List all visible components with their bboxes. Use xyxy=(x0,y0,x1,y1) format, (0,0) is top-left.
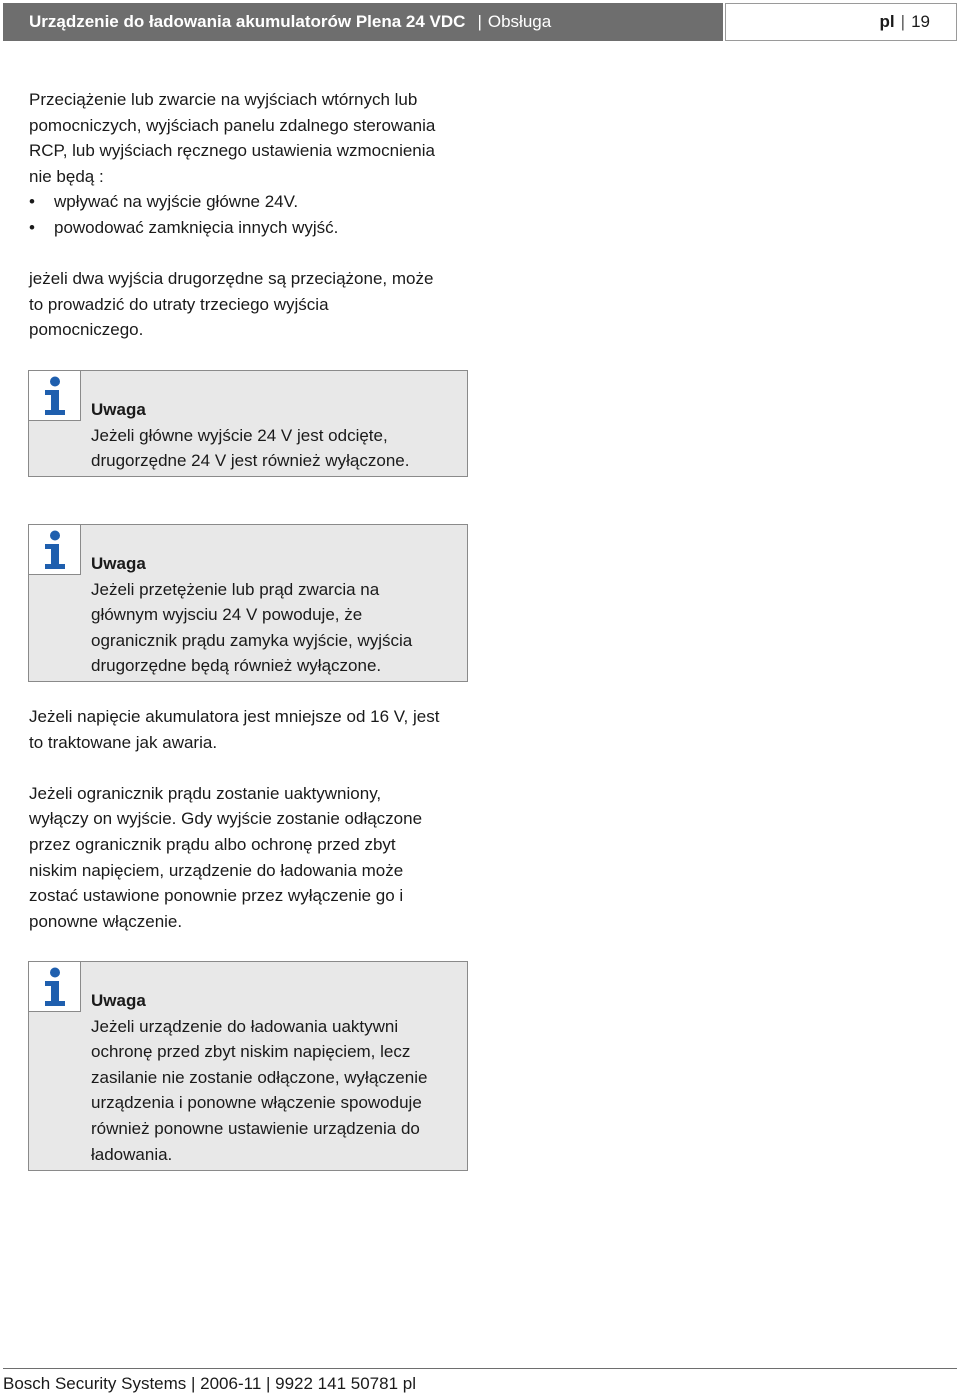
language-code: pl xyxy=(879,12,895,31)
note-line: urządzenia i ponowne włączenie spowoduje xyxy=(91,1093,422,1113)
note-label: Uwaga xyxy=(91,400,146,419)
info-icon-box xyxy=(29,962,81,1012)
header-title-bar xyxy=(3,3,723,41)
page-separator: | xyxy=(900,12,906,31)
info-icon-box xyxy=(29,525,81,575)
paragraph-current-limiter xyxy=(29,781,479,935)
text-line: Przeciążenie lub zwarcie na wyjściach wtórnych lub xyxy=(29,90,418,109)
section-name: Obsługa xyxy=(487,12,552,31)
intro-paragraph xyxy=(29,87,479,189)
page-number: 19 xyxy=(911,12,930,31)
info-icon xyxy=(42,530,68,570)
text-line: ponowne włączenie. xyxy=(29,911,183,931)
note-line: zasilanie nie zostanie odłączone, wyłączenie xyxy=(91,1067,428,1087)
text-line: RCP, lub wyjściach ręcznego ustawienia wzmocnienia xyxy=(29,141,435,161)
note-text xyxy=(91,988,461,1167)
note-label: Uwaga xyxy=(91,554,146,573)
page-header xyxy=(3,3,957,41)
header-page-box xyxy=(725,3,957,41)
document-title: Urządzenie do ładowania akumulatorów Plena 24 VDC xyxy=(29,12,466,31)
text-line: wyłączy on wyjście. Gdy wyjście zostanie odłączone xyxy=(29,809,423,829)
note-line: ogranicznik prądu zamyka wyjście, wyjścia xyxy=(91,630,413,650)
text-line: pomocniczego. xyxy=(29,320,144,340)
text-line: pomocniczych, wyjściach panelu zdalnego sterowania xyxy=(29,115,436,135)
note-line: ochronę przed zbyt niskim napięciem, lecz xyxy=(91,1042,411,1062)
main-content-middle xyxy=(29,704,479,934)
note-text xyxy=(91,551,461,679)
text-line: niskim napięciem, urządzenie do ładowania może xyxy=(29,860,404,880)
bullet-item: • powodować zamknięcia innych wyjść. xyxy=(29,215,479,241)
note-label: Uwaga xyxy=(91,991,146,1010)
text-line: to prowadzić do utraty trzeciego wyjścia xyxy=(29,294,329,314)
note-line: Jeżeli przetężenie lub prąd zwarcia na xyxy=(91,579,380,599)
bullet-list xyxy=(29,189,479,240)
bullet-item: • wpływać na wyjście główne 24V. xyxy=(29,189,479,215)
header-separator: | xyxy=(477,12,482,31)
note-line: Jeżeli urządzenie do ładowania uaktywni xyxy=(91,1016,399,1036)
page-footer xyxy=(3,1368,957,1399)
note-box-3 xyxy=(28,961,468,1171)
info-icon xyxy=(42,376,68,416)
note-line: drugorzędne 24 V jest również wyłączone. xyxy=(91,451,410,471)
text-line: to traktowane jak awaria. xyxy=(29,732,218,752)
text-line: Jeżeli napięcie akumulatora jest mniejsze od 16 V, jest xyxy=(29,707,440,726)
info-icon-box xyxy=(29,371,81,421)
text-line: nie będą : xyxy=(29,166,104,186)
note-line: Jeżeli główne wyjście 24 V jest odcięte, xyxy=(91,425,388,445)
footer-text: Bosch Security Systems | 2006-11 | 9922 141 50781 pl xyxy=(3,1374,416,1393)
text-line: zostać ustawione ponownie przez wyłączenie go i xyxy=(29,886,404,906)
note-line: również ponowne ustawienie urządzenia do xyxy=(91,1118,420,1138)
main-content-top xyxy=(29,87,479,343)
note-box-1 xyxy=(28,370,468,477)
note-box-2 xyxy=(28,524,468,682)
note-line: głównym wyjsciu 24 V powoduje, że xyxy=(91,605,363,625)
text-line: jeżeli dwa wyjścia drugorzędne są przeciążone, może xyxy=(29,269,434,289)
paragraph-overload xyxy=(29,266,479,343)
text-line: Jeżeli ogranicznik prądu zostanie uaktywniony, xyxy=(29,783,382,803)
note-line: ładowania. xyxy=(91,1144,173,1164)
info-icon xyxy=(42,967,68,1007)
text-line: przez ogranicznik prądu albo ochronę przed zbyt xyxy=(29,834,396,854)
paragraph-battery-voltage xyxy=(29,704,479,755)
note-line: drugorzędne będą również wyłączone. xyxy=(91,656,382,676)
note-text xyxy=(91,397,461,474)
